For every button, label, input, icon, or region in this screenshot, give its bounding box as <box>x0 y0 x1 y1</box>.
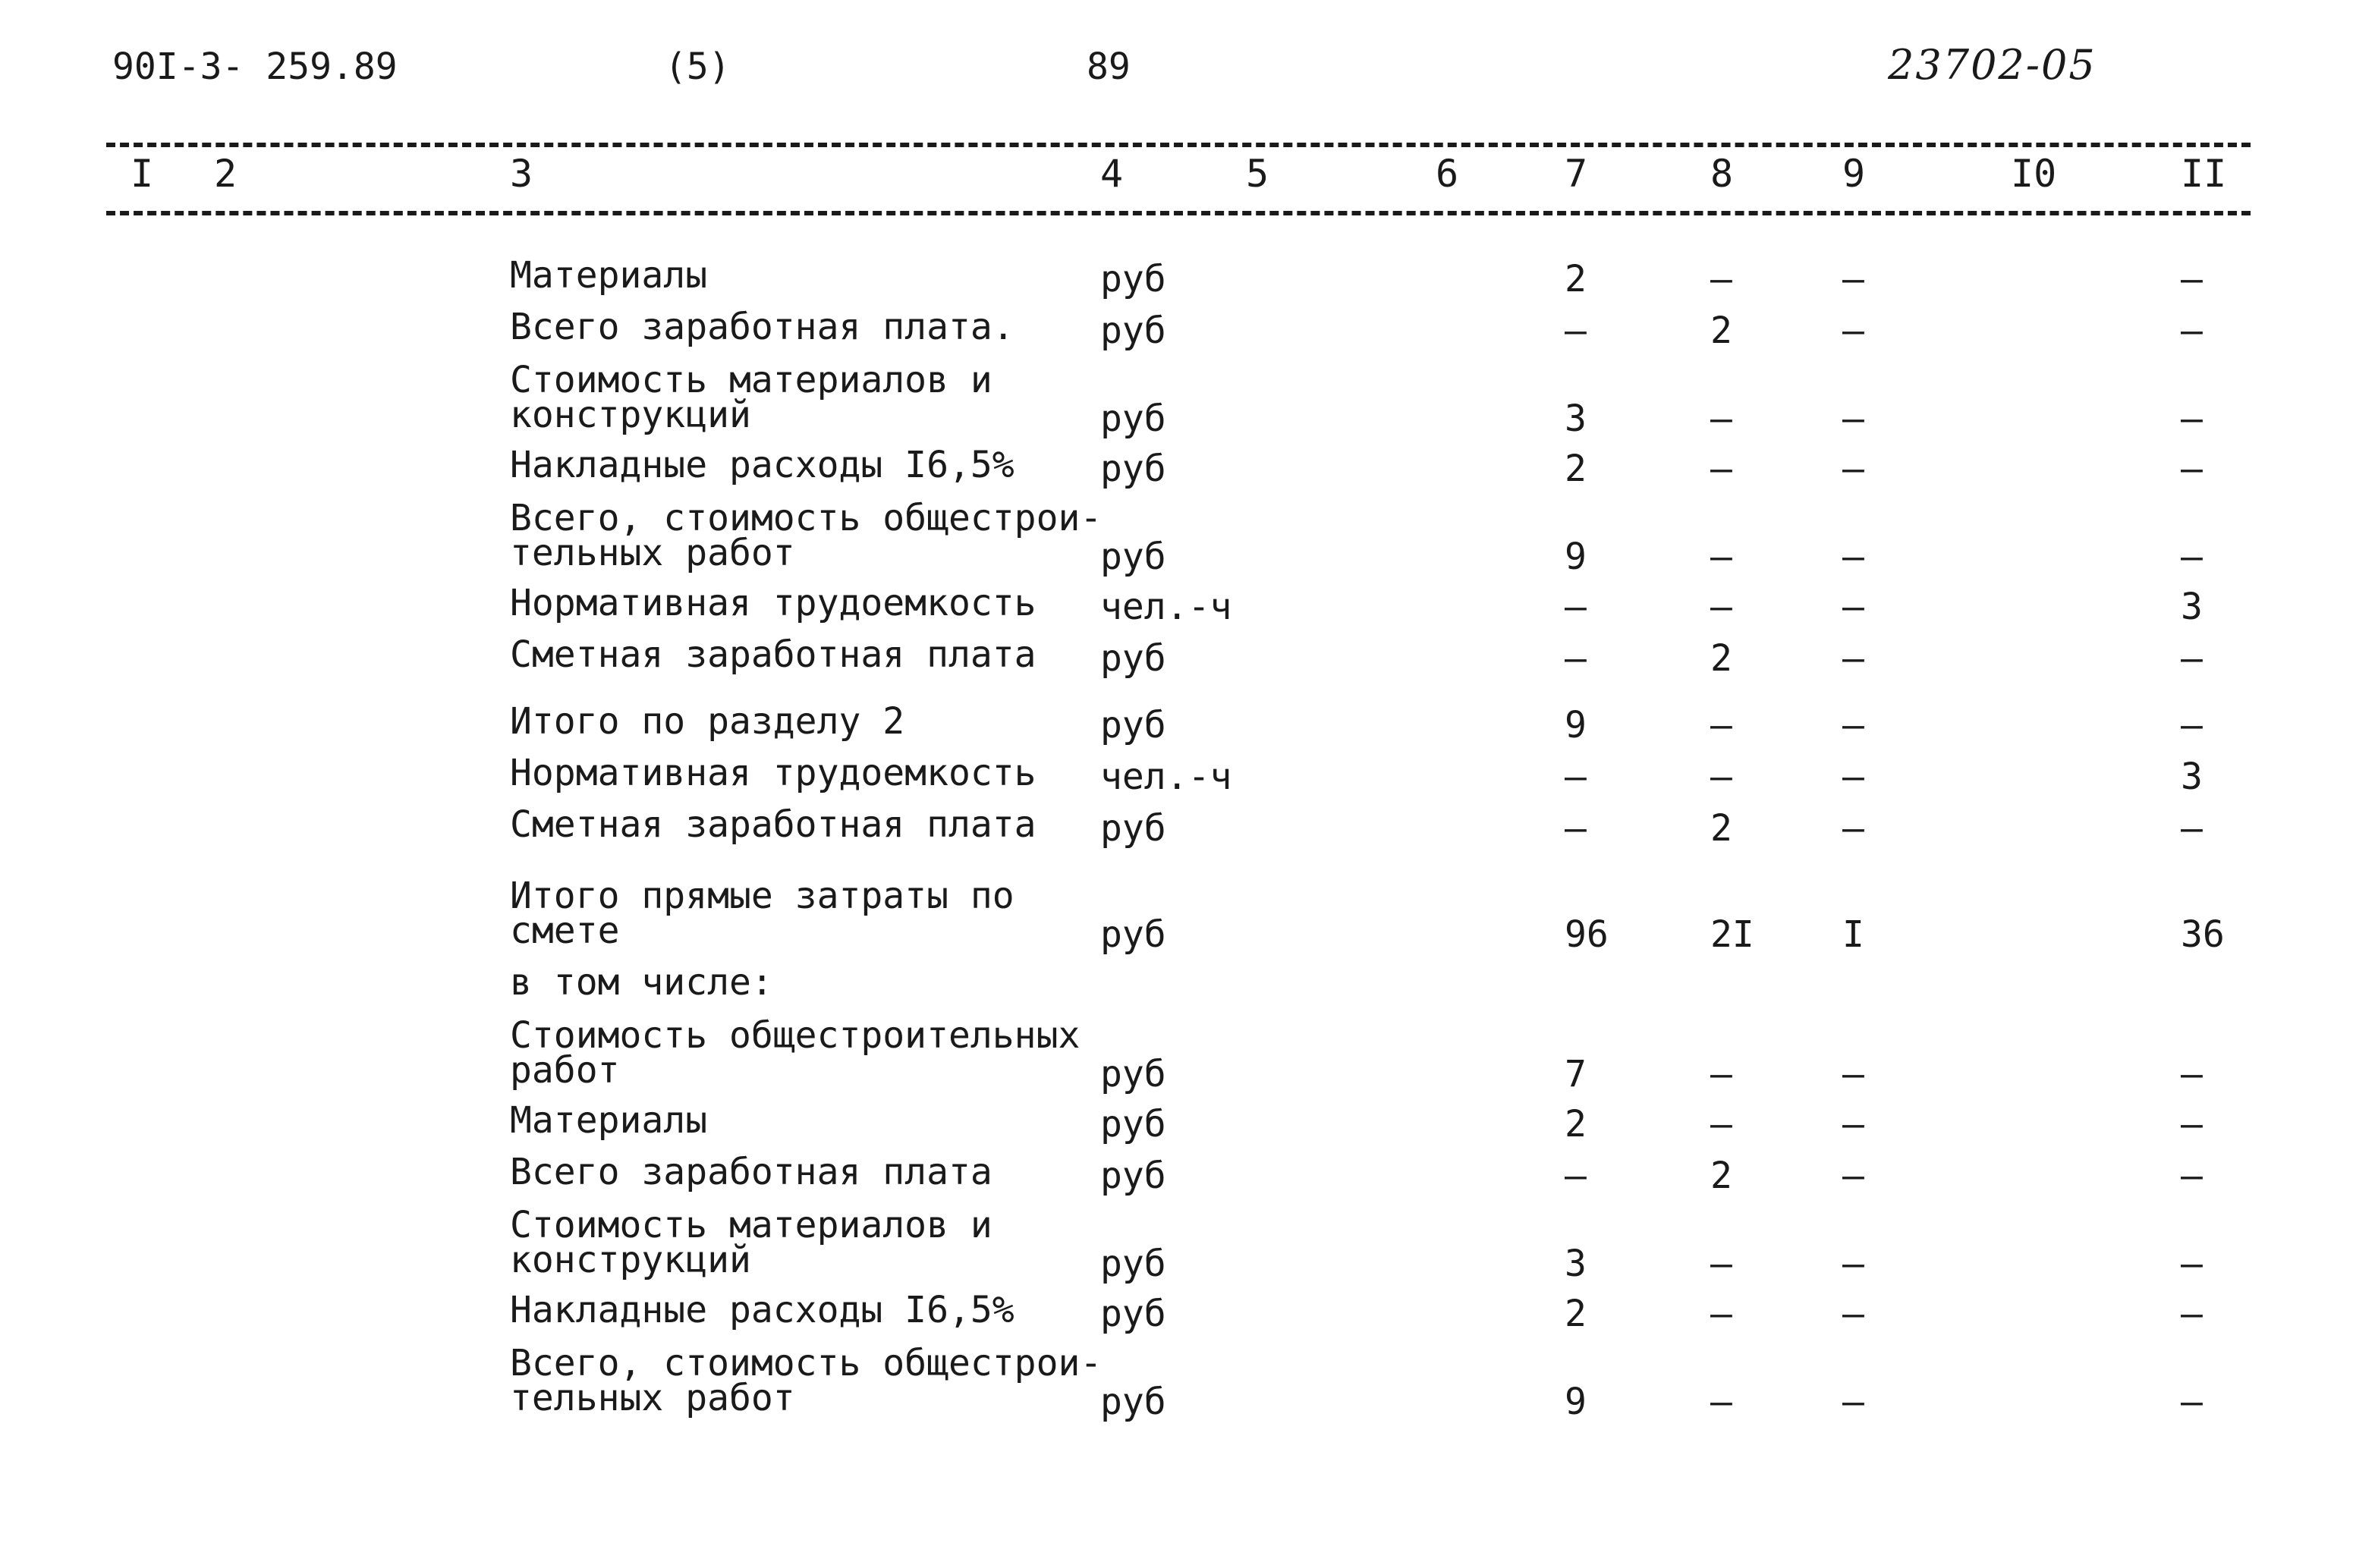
column-number-2: 2 <box>214 152 238 196</box>
row-col-8: 2 <box>1710 1155 1732 1197</box>
row-description-line-1: Стоимость материалов и <box>510 1204 992 1246</box>
row-col-11: – <box>2181 807 2203 850</box>
row-description-line-1: Стоимость общестроительных <box>510 1014 1081 1057</box>
row-col-9: – <box>1842 1381 1864 1423</box>
row-description-line-2: тельных работ <box>510 1377 795 1419</box>
row-col-7: 2 <box>1565 448 1587 490</box>
row-description-line-1: Всего, стоимость общестрои- <box>510 1342 1103 1384</box>
row-col-9: – <box>1842 1293 1864 1335</box>
row-col-7: – <box>1565 807 1587 850</box>
row-col-7: – <box>1565 756 1587 798</box>
row-unit: руб <box>1100 536 1166 578</box>
row-col-7: 9 <box>1565 704 1587 746</box>
row-description-line-1: Итого прямые затраты по <box>510 875 1014 917</box>
row-description <box>510 752 1037 794</box>
row-col-11: 3 <box>2181 586 2203 628</box>
row-col-9: – <box>1842 1053 1864 1095</box>
row-col-7: 2 <box>1565 1293 1587 1335</box>
row-unit: руб <box>1100 258 1166 300</box>
row-description <box>510 1151 992 1193</box>
row-col-7: 96 <box>1565 913 1609 956</box>
row-col-7: – <box>1565 1155 1587 1197</box>
volume-number: (5) <box>665 46 731 88</box>
header-rule-top <box>106 143 2251 147</box>
column-number-11: II <box>2181 152 2227 196</box>
row-description-line-1: Стоимость материалов и <box>510 359 992 401</box>
row-unit: руб <box>1100 397 1166 440</box>
row-col-9: – <box>1842 397 1864 440</box>
row-unit: руб <box>1100 1243 1166 1285</box>
row-col-8: 2I <box>1710 913 1754 956</box>
row-col-8: – <box>1710 704 1732 746</box>
row-description-line-1: Материалы <box>510 1099 708 1142</box>
row-col-7: – <box>1565 310 1587 352</box>
row-description <box>510 1289 1014 1331</box>
row-unit: руб <box>1100 1293 1166 1335</box>
row-col-8: – <box>1710 756 1732 798</box>
row-col-8: – <box>1710 536 1732 578</box>
row-col-7: 9 <box>1565 536 1587 578</box>
row-description-line-1: Всего заработная плата <box>510 1151 992 1193</box>
row-col-9: – <box>1842 807 1864 850</box>
row-description-line-1: Итого по разделу 2 <box>510 700 905 743</box>
row-col-11: – <box>2181 536 2203 578</box>
row-description <box>510 254 708 297</box>
row-description <box>510 1342 1103 1419</box>
row-description-line-2: тельных работ <box>510 532 795 574</box>
column-number-7: 7 <box>1565 152 1588 196</box>
row-unit: руб <box>1100 807 1166 850</box>
page-number: 89 <box>1087 46 1131 88</box>
row-col-9: – <box>1842 1103 1864 1145</box>
row-description-line-1: Нормативная трудоемкость <box>510 582 1037 624</box>
column-number-6: 6 <box>1436 152 1459 196</box>
row-col-9: – <box>1842 704 1864 746</box>
column-number-10: I0 <box>2011 152 2057 196</box>
row-unit: чел.-ч <box>1100 586 1232 628</box>
row-unit: руб <box>1100 1381 1166 1423</box>
row-col-11: – <box>2181 258 2203 300</box>
row-col-7: – <box>1565 637 1587 680</box>
row-description-line-1: Всего заработная плата. <box>510 306 1014 348</box>
row-description <box>510 961 773 1004</box>
row-col-7: 2 <box>1565 1103 1587 1145</box>
row-description <box>510 497 1103 574</box>
row-unit: руб <box>1100 1155 1166 1197</box>
row-col-11: 36 <box>2181 913 2225 956</box>
row-description-line-2: конструкций <box>510 1239 751 1281</box>
row-description-line-1: Сметная заработная плата <box>510 803 1037 846</box>
row-col-7: 2 <box>1565 258 1587 300</box>
row-unit: руб <box>1100 1103 1166 1145</box>
row-description <box>510 700 905 743</box>
column-number-9: 9 <box>1842 152 1866 196</box>
row-description-line-1: Нормативная трудоемкость <box>510 752 1037 794</box>
row-col-8: – <box>1710 258 1732 300</box>
row-col-7: 3 <box>1565 1243 1587 1285</box>
row-description-line-1: Материалы <box>510 254 708 297</box>
row-col-9: – <box>1842 448 1864 490</box>
row-col-7: 3 <box>1565 397 1587 440</box>
row-description <box>510 444 1014 486</box>
row-description-line-1: Накладные расходы I6,5% <box>510 1289 1014 1331</box>
row-col-11: – <box>2181 704 2203 746</box>
row-col-7: – <box>1565 586 1587 628</box>
row-col-11: – <box>2181 448 2203 490</box>
row-unit: руб <box>1100 1053 1166 1095</box>
row-col-8: – <box>1710 1293 1732 1335</box>
row-description <box>510 633 1037 676</box>
row-col-8: – <box>1710 1381 1732 1423</box>
row-col-8: 2 <box>1710 637 1732 680</box>
row-description <box>510 359 992 436</box>
row-col-9: – <box>1842 1155 1864 1197</box>
row-col-11: – <box>2181 1155 2203 1197</box>
row-col-8: – <box>1710 1243 1732 1285</box>
row-description-line-1: Накладные расходы I6,5% <box>510 444 1014 486</box>
row-col-9: – <box>1842 1243 1864 1285</box>
row-description-line-1: Сметная заработная плата <box>510 633 1037 676</box>
row-col-11: – <box>2181 1243 2203 1285</box>
row-col-9: – <box>1842 637 1864 680</box>
archive-stamp: 23702-05 <box>1888 41 2097 89</box>
document-code: 90I-3- 259.89 <box>112 46 398 88</box>
row-description <box>510 1204 992 1281</box>
row-description-line-1: в том числе: <box>510 961 773 1004</box>
row-description <box>510 803 1037 846</box>
column-number-8: 8 <box>1710 152 1734 196</box>
row-col-11: – <box>2181 1053 2203 1095</box>
row-col-11: 3 <box>2181 756 2203 798</box>
row-col-11: – <box>2181 1381 2203 1423</box>
row-unit: руб <box>1100 448 1166 490</box>
row-col-9: – <box>1842 586 1864 628</box>
row-description-line-2: конструкций <box>510 394 751 436</box>
row-description <box>510 1099 708 1142</box>
row-col-8: – <box>1710 586 1732 628</box>
row-description <box>510 582 1037 624</box>
column-number-4: 4 <box>1100 152 1124 196</box>
row-description-line-1: Всего, стоимость общестрои- <box>510 497 1103 539</box>
row-col-11: – <box>2181 1103 2203 1145</box>
row-col-9: – <box>1842 536 1864 578</box>
row-description <box>510 306 1014 348</box>
row-description <box>510 875 1014 952</box>
row-col-11: – <box>2181 1293 2203 1335</box>
row-col-8: – <box>1710 1053 1732 1095</box>
row-description-line-2: смете <box>510 910 620 952</box>
row-col-11: – <box>2181 637 2203 680</box>
row-unit: руб <box>1100 913 1166 956</box>
column-number-1: I <box>131 152 154 196</box>
column-number-3: 3 <box>510 152 533 196</box>
row-unit: руб <box>1100 637 1166 680</box>
row-col-8: – <box>1710 397 1732 440</box>
row-col-8: 2 <box>1710 310 1732 352</box>
column-number-5: 5 <box>1246 152 1269 196</box>
row-description <box>510 1014 1081 1092</box>
header-rule-bottom <box>106 211 2251 215</box>
row-description-line-2: работ <box>510 1049 620 1092</box>
row-col-8: 2 <box>1710 807 1732 850</box>
row-col-9: – <box>1842 756 1864 798</box>
row-unit: руб <box>1100 704 1166 746</box>
row-col-8: – <box>1710 448 1732 490</box>
row-unit: руб <box>1100 310 1166 352</box>
row-col-9: I <box>1842 913 1864 956</box>
row-col-11: – <box>2181 310 2203 352</box>
row-col-7: 9 <box>1565 1381 1587 1423</box>
row-unit: чел.-ч <box>1100 756 1232 798</box>
row-col-11: – <box>2181 397 2203 440</box>
row-col-8: – <box>1710 1103 1732 1145</box>
row-col-7: 7 <box>1565 1053 1587 1095</box>
row-col-9: – <box>1842 258 1864 300</box>
row-col-9: – <box>1842 310 1864 352</box>
